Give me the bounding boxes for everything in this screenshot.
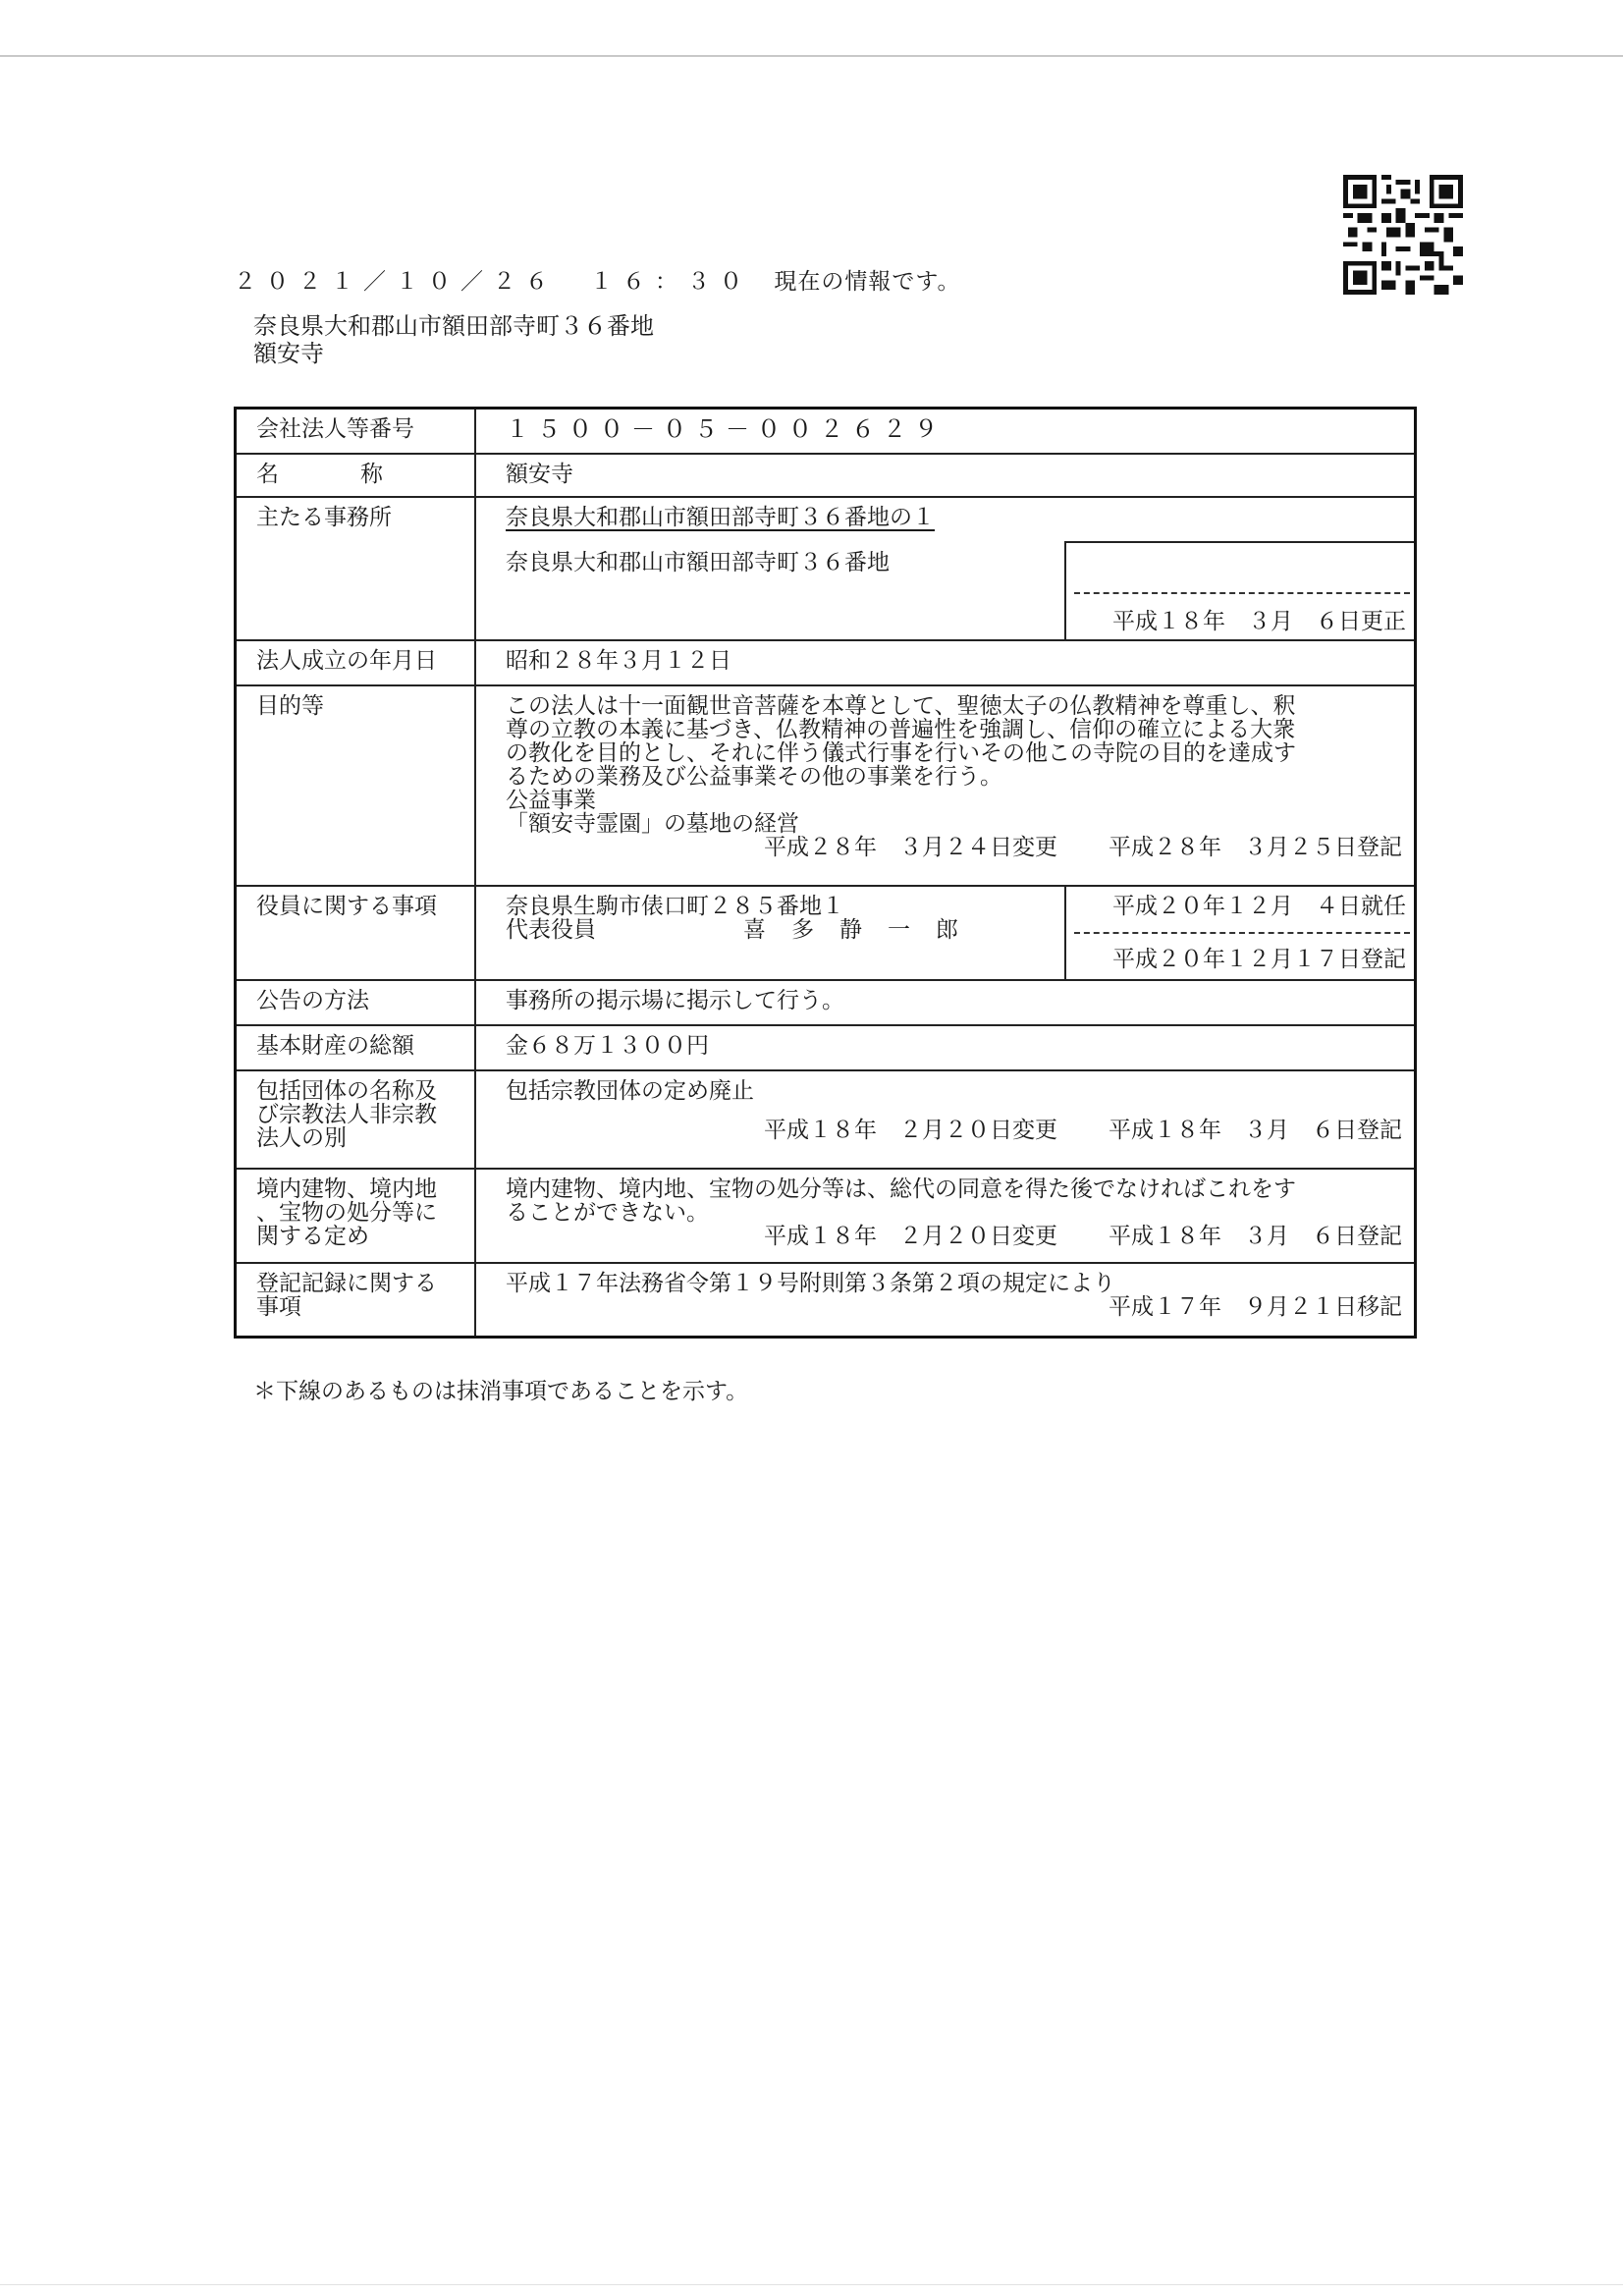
dashed-divider bbox=[1074, 592, 1410, 594]
value-notice: 事務所の掲示場に掲示して行う。 bbox=[475, 980, 1416, 1025]
officer-date-box bbox=[1064, 887, 1414, 979]
row-assets bbox=[236, 1025, 1416, 1070]
label-record-line: 登記記録に関する bbox=[256, 1270, 437, 1296]
label-name: 名 称 bbox=[256, 461, 412, 487]
office-date: 平成１８年 ３月 ６日更正 bbox=[1112, 608, 1406, 634]
purpose-date-change: 平成２８年 ３月２４日変更 bbox=[764, 834, 1057, 860]
row-established bbox=[236, 640, 1416, 685]
row-purpose bbox=[236, 685, 1416, 886]
purpose-date-reg: 平成２８年 ３月２５日登記 bbox=[1109, 834, 1402, 860]
label-property-line: 境内建物、境内地 bbox=[256, 1175, 437, 1202]
row-property bbox=[236, 1169, 1416, 1263]
property-date-change: 平成１８年 ２月２０日変更 bbox=[764, 1223, 1057, 1249]
value-office: 奈良県大和郡山市額田部寺町３６番地 bbox=[506, 549, 890, 575]
value-established: 昭和２８年３月１２日 bbox=[475, 640, 1416, 685]
label-purpose: 目的等 bbox=[236, 685, 476, 886]
issue-timestamp: ２０２１／１０／２６ １６：３０ bbox=[234, 269, 752, 295]
scan-edge-top bbox=[0, 55, 1623, 57]
row-record bbox=[236, 1263, 1416, 1338]
value-corp-number: １５００－０５－００２６２９ bbox=[506, 415, 946, 443]
value-name: 額安寺 bbox=[475, 454, 1416, 497]
label-umbrella-line: 包括団体の名称及 bbox=[256, 1077, 437, 1104]
label-record-line: 事項 bbox=[256, 1293, 301, 1320]
purpose-line: 公益事業 bbox=[506, 787, 596, 813]
property-line: 境内建物、境内地、宝物の処分等は、総代の同意を得た後でなければこれをす bbox=[506, 1175, 1296, 1202]
label-property-line: 、宝物の処分等に bbox=[256, 1199, 437, 1226]
row-umbrella bbox=[236, 1070, 1416, 1169]
issue-note: 現在の情報です。 bbox=[774, 269, 961, 295]
header-address: 奈良県大和郡山市額田部寺町３６番地 bbox=[253, 312, 654, 340]
officer-date-reg: 平成２０年１２月１７日登記 bbox=[1112, 946, 1406, 972]
umbrella-date-reg: 平成１８年 ３月 ６日登記 bbox=[1109, 1117, 1402, 1143]
value-record: 平成１７年法務省令第１９号附則第３条第２項の規定により bbox=[506, 1270, 1115, 1296]
row-corp-number bbox=[236, 409, 1416, 454]
umbrella-dates bbox=[506, 1119, 1402, 1142]
row-notice bbox=[236, 980, 1416, 1025]
property-line: ることができない。 bbox=[506, 1199, 709, 1226]
dashed-divider bbox=[1074, 932, 1410, 934]
value-office-old: 奈良県大和郡山市額田部寺町３６番地の１ bbox=[506, 504, 935, 530]
label-office: 主たる事務所 bbox=[236, 497, 476, 640]
umbrella-date-change: 平成１８年 ２月２０日変更 bbox=[764, 1117, 1057, 1143]
purpose-line: の教化を目的とし、それに伴う儀式行事を行いその他この寺院の目的を達成す bbox=[506, 739, 1296, 766]
header-address-block bbox=[253, 312, 654, 367]
value-assets: 金６８万１３００円 bbox=[475, 1025, 1416, 1070]
label-established: 法人成立の年月日 bbox=[236, 640, 476, 685]
scan-edge-bottom bbox=[0, 2284, 1623, 2285]
issue-timestamp-line bbox=[234, 263, 960, 296]
label-umbrella-line: び宗教法人非宗教 bbox=[256, 1101, 437, 1127]
label-officers: 役員に関する事項 bbox=[236, 886, 476, 980]
officer-date-appointed: 平成２０年１２月 ４日就任 bbox=[1112, 893, 1406, 919]
purpose-line: 「額安寺霊園」の墓地の経営 bbox=[506, 810, 799, 837]
qr-code-icon bbox=[1343, 175, 1463, 295]
officer-role: 代表役員 bbox=[506, 916, 596, 943]
record-date: 平成１７年 ９月２１日移記 bbox=[1109, 1293, 1402, 1320]
label-assets: 基本財産の総額 bbox=[236, 1025, 476, 1070]
label-notice: 公告の方法 bbox=[236, 980, 476, 1025]
value-umbrella: 包括宗教団体の定め廃止 bbox=[506, 1077, 754, 1104]
officer-person: 喜多静一郎 bbox=[743, 916, 984, 943]
label-property-line: 関する定め bbox=[256, 1223, 369, 1249]
header-name: 額安寺 bbox=[253, 340, 324, 367]
purpose-line: 尊の立教の本義に基づき、仏教精神の普遍性を強調し、信仰の確立による大衆 bbox=[506, 716, 1296, 742]
row-office bbox=[236, 497, 1416, 640]
row-name bbox=[236, 454, 1416, 497]
purpose-dates bbox=[506, 836, 1402, 859]
purpose-line: この法人は十一面観世音菩薩を本尊として、聖徳太子の仏教精神を尊重し、釈 bbox=[506, 692, 1296, 719]
label-corp-number: 会社法人等番号 bbox=[236, 409, 476, 454]
registration-table bbox=[234, 407, 1417, 1339]
property-dates bbox=[506, 1225, 1402, 1248]
office-date-box bbox=[1064, 541, 1414, 641]
property-date-reg: 平成１８年 ３月 ６日登記 bbox=[1109, 1223, 1402, 1249]
officer-address: 奈良県生駒市俵口町２８５番地１ bbox=[506, 893, 844, 919]
label-umbrella-line: 法人の別 bbox=[256, 1124, 347, 1151]
row-officers bbox=[236, 886, 1416, 980]
purpose-line: るための業務及び公益事業その他の事業を行う。 bbox=[506, 763, 1002, 790]
footnote: ＊下線のあるものは抹消事項であることを示す。 bbox=[253, 1379, 749, 1404]
